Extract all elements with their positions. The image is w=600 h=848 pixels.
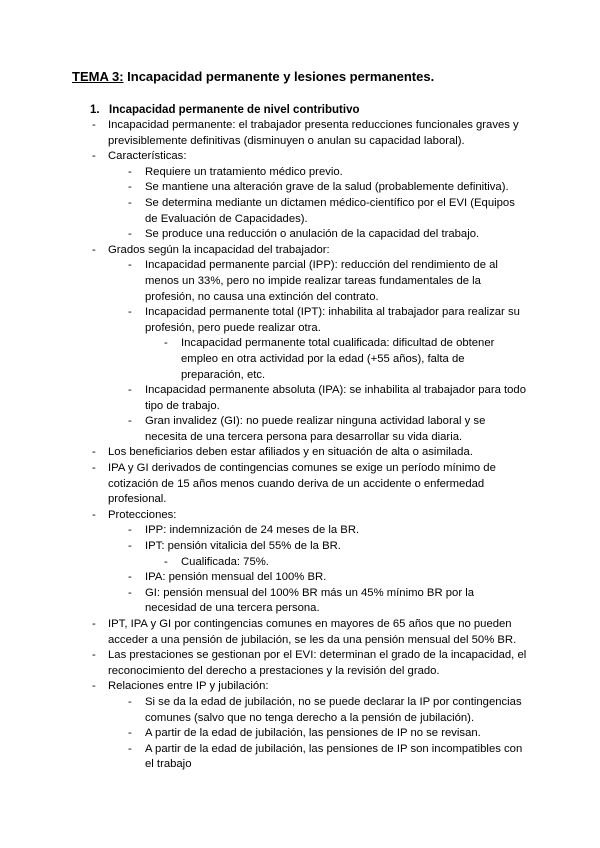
sublist-item: - IPT: pensión vitalicia del 55% de la BR. - Cualificada: 75%. <box>125 539 528 570</box>
list-item: - Los beneficiarios deben estar afiliados y en situación de alta o asimilada. <box>92 446 473 459</box>
sublist-grados <box>125 258 528 445</box>
list-item: - IPT, IPA y GI por contingencias comunes en mayores de 65 años que no pueden acceder a una pensión de jubilación, se les da una pensión mensual del 50% BR. <box>92 618 517 646</box>
sublist-item: - A partir de la edad de jubilación, las pensiones de IP son incompatibles con el trabajo <box>128 742 523 771</box>
list-item: - Protecciones: - IPP: indemnización de 24 meses de la BR. - IPT: pensión vitalicia del 55% de la BR. - Cualificada: 75%. - IPA: pensión mensual del 100% BR. - GI: pensión mensual del 100% BR más un 45% mínimo BR por la necesidad de una tercera persona. <box>88 508 528 617</box>
section-heading <box>90 103 360 118</box>
sublist-item: - IPP: indemnización de 24 meses de la BR. <box>128 524 360 537</box>
sublist-item: - Requiere un tratamiento médico previo. <box>128 165 343 178</box>
list-item: - Las prestaciones se gestionan por el EVI: determinan el grado de la incapacidad, el reconocimiento del derecho a prestaciones y la revisión del grado. <box>92 649 527 677</box>
sublist-item: - A partir de la edad de jubilación, las pensiones de IP no se revisan. <box>128 727 481 740</box>
sublist-item: - Se produce una reducción o anulación de la capacidad del trabajo. <box>128 228 480 241</box>
page-title <box>72 68 434 86</box>
list-item: - Grados según la incapacidad del trabajador: - Incapacidad permanente parcial (IPP): reducción del rendimiento de al menos un 33%, pero no impide realizar tareas fundamentales de la profesión, no causa una extinción del contrato. - Incapacidad permanente total (IPT): inhabilita al trabajador para realizar su profesión, pero puede realizar otra. - Incapacidad permanente total cualificada: dificultad de obtener empleo en otra actividad por la edad (+55 años), falta de preparación, etc. - Incapacidad permanente absoluta (IPA): se inhabilita al trabajador para todo tipo de trabajo. - Gran invalidez (GI): no puede realizar ninguna actividad laboral y se necesita de una tercera persona para desarrollar su vida diaria. <box>88 243 528 446</box>
sublist-item: - GI: pensión mensual del 100% BR más un 45% mínimo BR por la necesidad de una tercera persona. <box>128 586 475 615</box>
subsublist <box>161 555 528 571</box>
list-item: - IPA y GI derivados de contingencias comunes se exige un período mínimo de cotización de 15 años menos cuando deriva de un accidente o enfermedad profesional. <box>92 462 496 506</box>
list-item: - Incapacidad permanente: el trabajador presenta reducciones funcionales graves y previsiblemente definitivas (disminuyen o anulan su capacidad laboral). <box>92 119 519 147</box>
sublist-item: - Se determina mediante un dictamen médico-científico por el EVI (Equipos de Evaluación de Capacidades). <box>128 196 515 225</box>
sublist-item: - Se mantiene una alteración grave de la salud (probablemente definitiva). <box>128 181 509 194</box>
sublist-item: - Si se da la edad de jubilación, no se puede declarar la IP por contingencias comunes (salvo que no tenga derecho a la pensión de jubilación). <box>128 695 522 724</box>
sublist-caracteristicas <box>125 165 528 243</box>
subsublist <box>161 336 528 383</box>
sublist-jubilacion <box>125 695 528 773</box>
section-number: 1. <box>90 104 100 116</box>
sublist-item: - IPA: pensión mensual del 100% BR. <box>128 571 327 584</box>
subsublist-item: - Incapacidad permanente total cualificada: dificultad de obtener empleo en otra actividad por la edad (+55 años), falta de preparación, etc. <box>164 337 495 381</box>
sublist-item: - Gran invalidez (GI): no puede realizar ninguna actividad laboral y se necesita de una tercera persona para desarrollar su vida diaria. <box>128 415 486 443</box>
sublist-item: - Incapacidad permanente absoluta (IPA): se inhabilita al trabajador para todo tipo de trabajo. <box>128 384 526 412</box>
content-body <box>88 118 528 773</box>
section-title: Incapacidad permanente de nivel contributivo <box>109 104 360 116</box>
list-item: - Características: - Requiere un tratamiento médico previo. - Se mantiene una alteración grave de la salud (probablemente definitiva). - Se determina mediante un dictamen médico-científico por el EVI (Equipos de Evaluación de Capacidades). - Se produce una reducción o anulación de la capacidad del trabajo. <box>88 149 528 243</box>
sublist-protecciones <box>125 523 528 617</box>
subsublist-item: - Cualificada: 75%. <box>164 555 269 568</box>
main-list <box>88 118 528 773</box>
sublist-item: - Incapacidad permanente total (IPT): inhabilita al trabajador para realizar su profesión, pero puede realizar otra. - Incapacidad permanente total cualificada: dificultad de obtener empleo en otra actividad por la edad (+55 años), falta de preparación, etc. <box>125 305 528 383</box>
title-text: Incapacidad permanente y lesiones permanentes. <box>123 69 435 84</box>
sublist-item: - Incapacidad permanente parcial (IPP): reducción del rendimiento de al menos un 33%, pero no impide realizar tareas fundamentales de la profesión, no causa una extinción del contrato. <box>128 259 498 303</box>
topic-label: TEMA 3: <box>72 69 124 84</box>
list-item: - Relaciones entre IP y jubilación: - Si se da la edad de jubilación, no se puede declarar la IP por contingencias comunes (salvo que no tenga derecho a la pensión de jubilación). - A partir de la edad de jubilación, las pensiones de IP no se revisan. - A partir de la edad de jubilación, las pensiones de IP son incompatibles con el trabajo <box>88 679 528 773</box>
